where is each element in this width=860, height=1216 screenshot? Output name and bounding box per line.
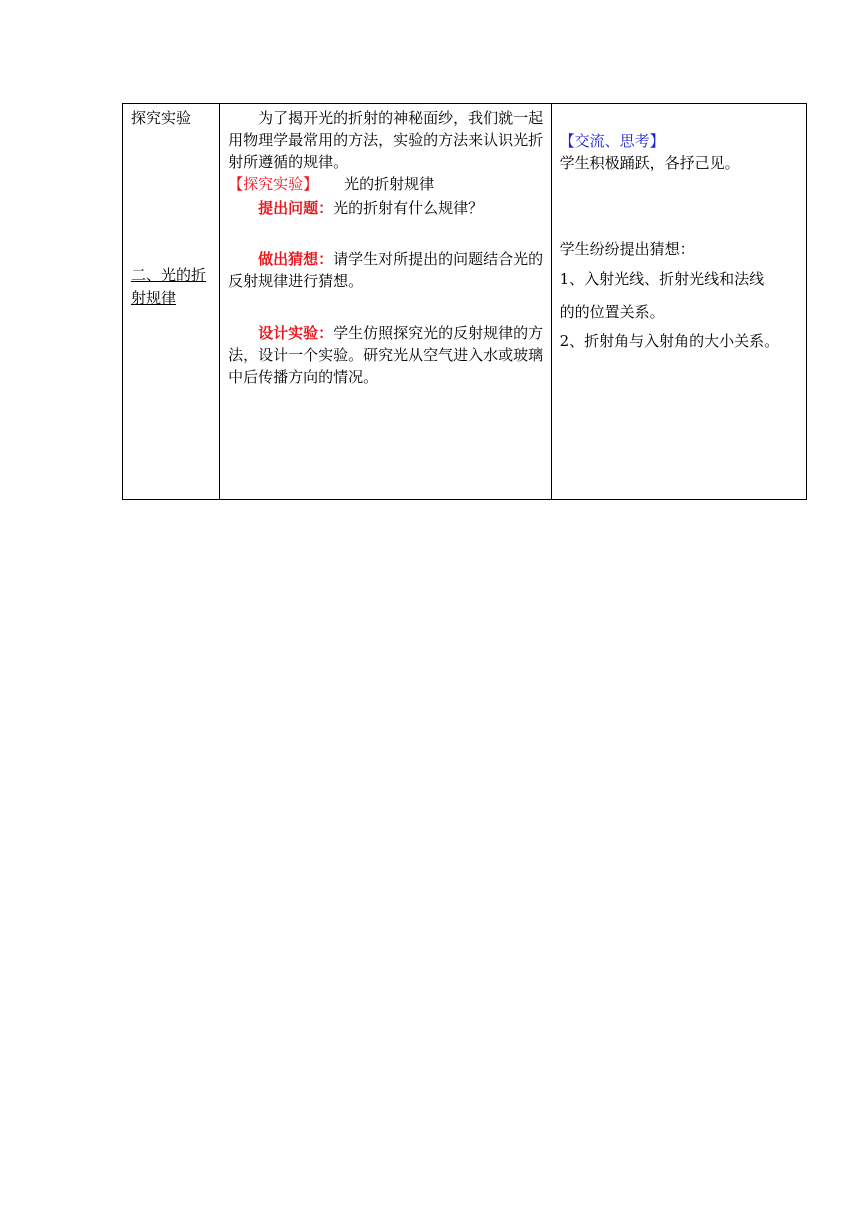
stage-label: 探究实验 [131, 109, 192, 127]
experiment-title: 光的折射规律 [344, 175, 435, 193]
design-label: 设计实验： [258, 324, 334, 342]
guess-item-1-continued: 的的位置关系。 [559, 303, 665, 321]
guess-paragraph [228, 248, 546, 292]
exchange-tag [560, 130, 665, 152]
guess-item-1: 1、入射光线、折射光线和法线 [559, 270, 765, 288]
student-activity-cell [551, 104, 806, 500]
design-paragraph [228, 322, 546, 388]
question-text: 光的折射有什么规律？ [333, 199, 484, 217]
stage-cell [123, 104, 220, 500]
exchange-label: 【交流、思考】 [559, 132, 665, 150]
experiment-tag: 【探究实验】 [228, 175, 319, 193]
guess-heading: 学生纷纷提出猜想： [559, 240, 695, 258]
question-paragraph [228, 197, 546, 219]
question-label: 提出问题： [258, 199, 334, 217]
lesson-table [122, 103, 807, 500]
guess-text: 请学生对所提出的问题结合光的反射规律进行猜想。 [228, 250, 544, 290]
experiment-title-line [228, 173, 546, 195]
design-text: 学生仿照探究光的反射规律的方法，设计一个实验。研究光从空气进入水或玻璃中后传播方向的情况。 [228, 324, 544, 386]
teacher-activity-content [228, 107, 546, 388]
teacher-activity-cell [220, 104, 551, 500]
table-row [123, 104, 807, 500]
guess-label: 做出猜想： [258, 250, 334, 268]
exchange-text: 学生积极踊跃，各抒己见。 [559, 154, 740, 172]
intro-paragraph: 为了揭开光的折射的神秘面纱，我们就一起用物理学最常用的方法，实验的方法来认识光折射所遵循的规律。 [228, 109, 544, 171]
section-label: 二、光的折射规律 [131, 266, 207, 307]
guess-item-2: 2、折射角与入射角的大小关系。 [559, 332, 780, 350]
